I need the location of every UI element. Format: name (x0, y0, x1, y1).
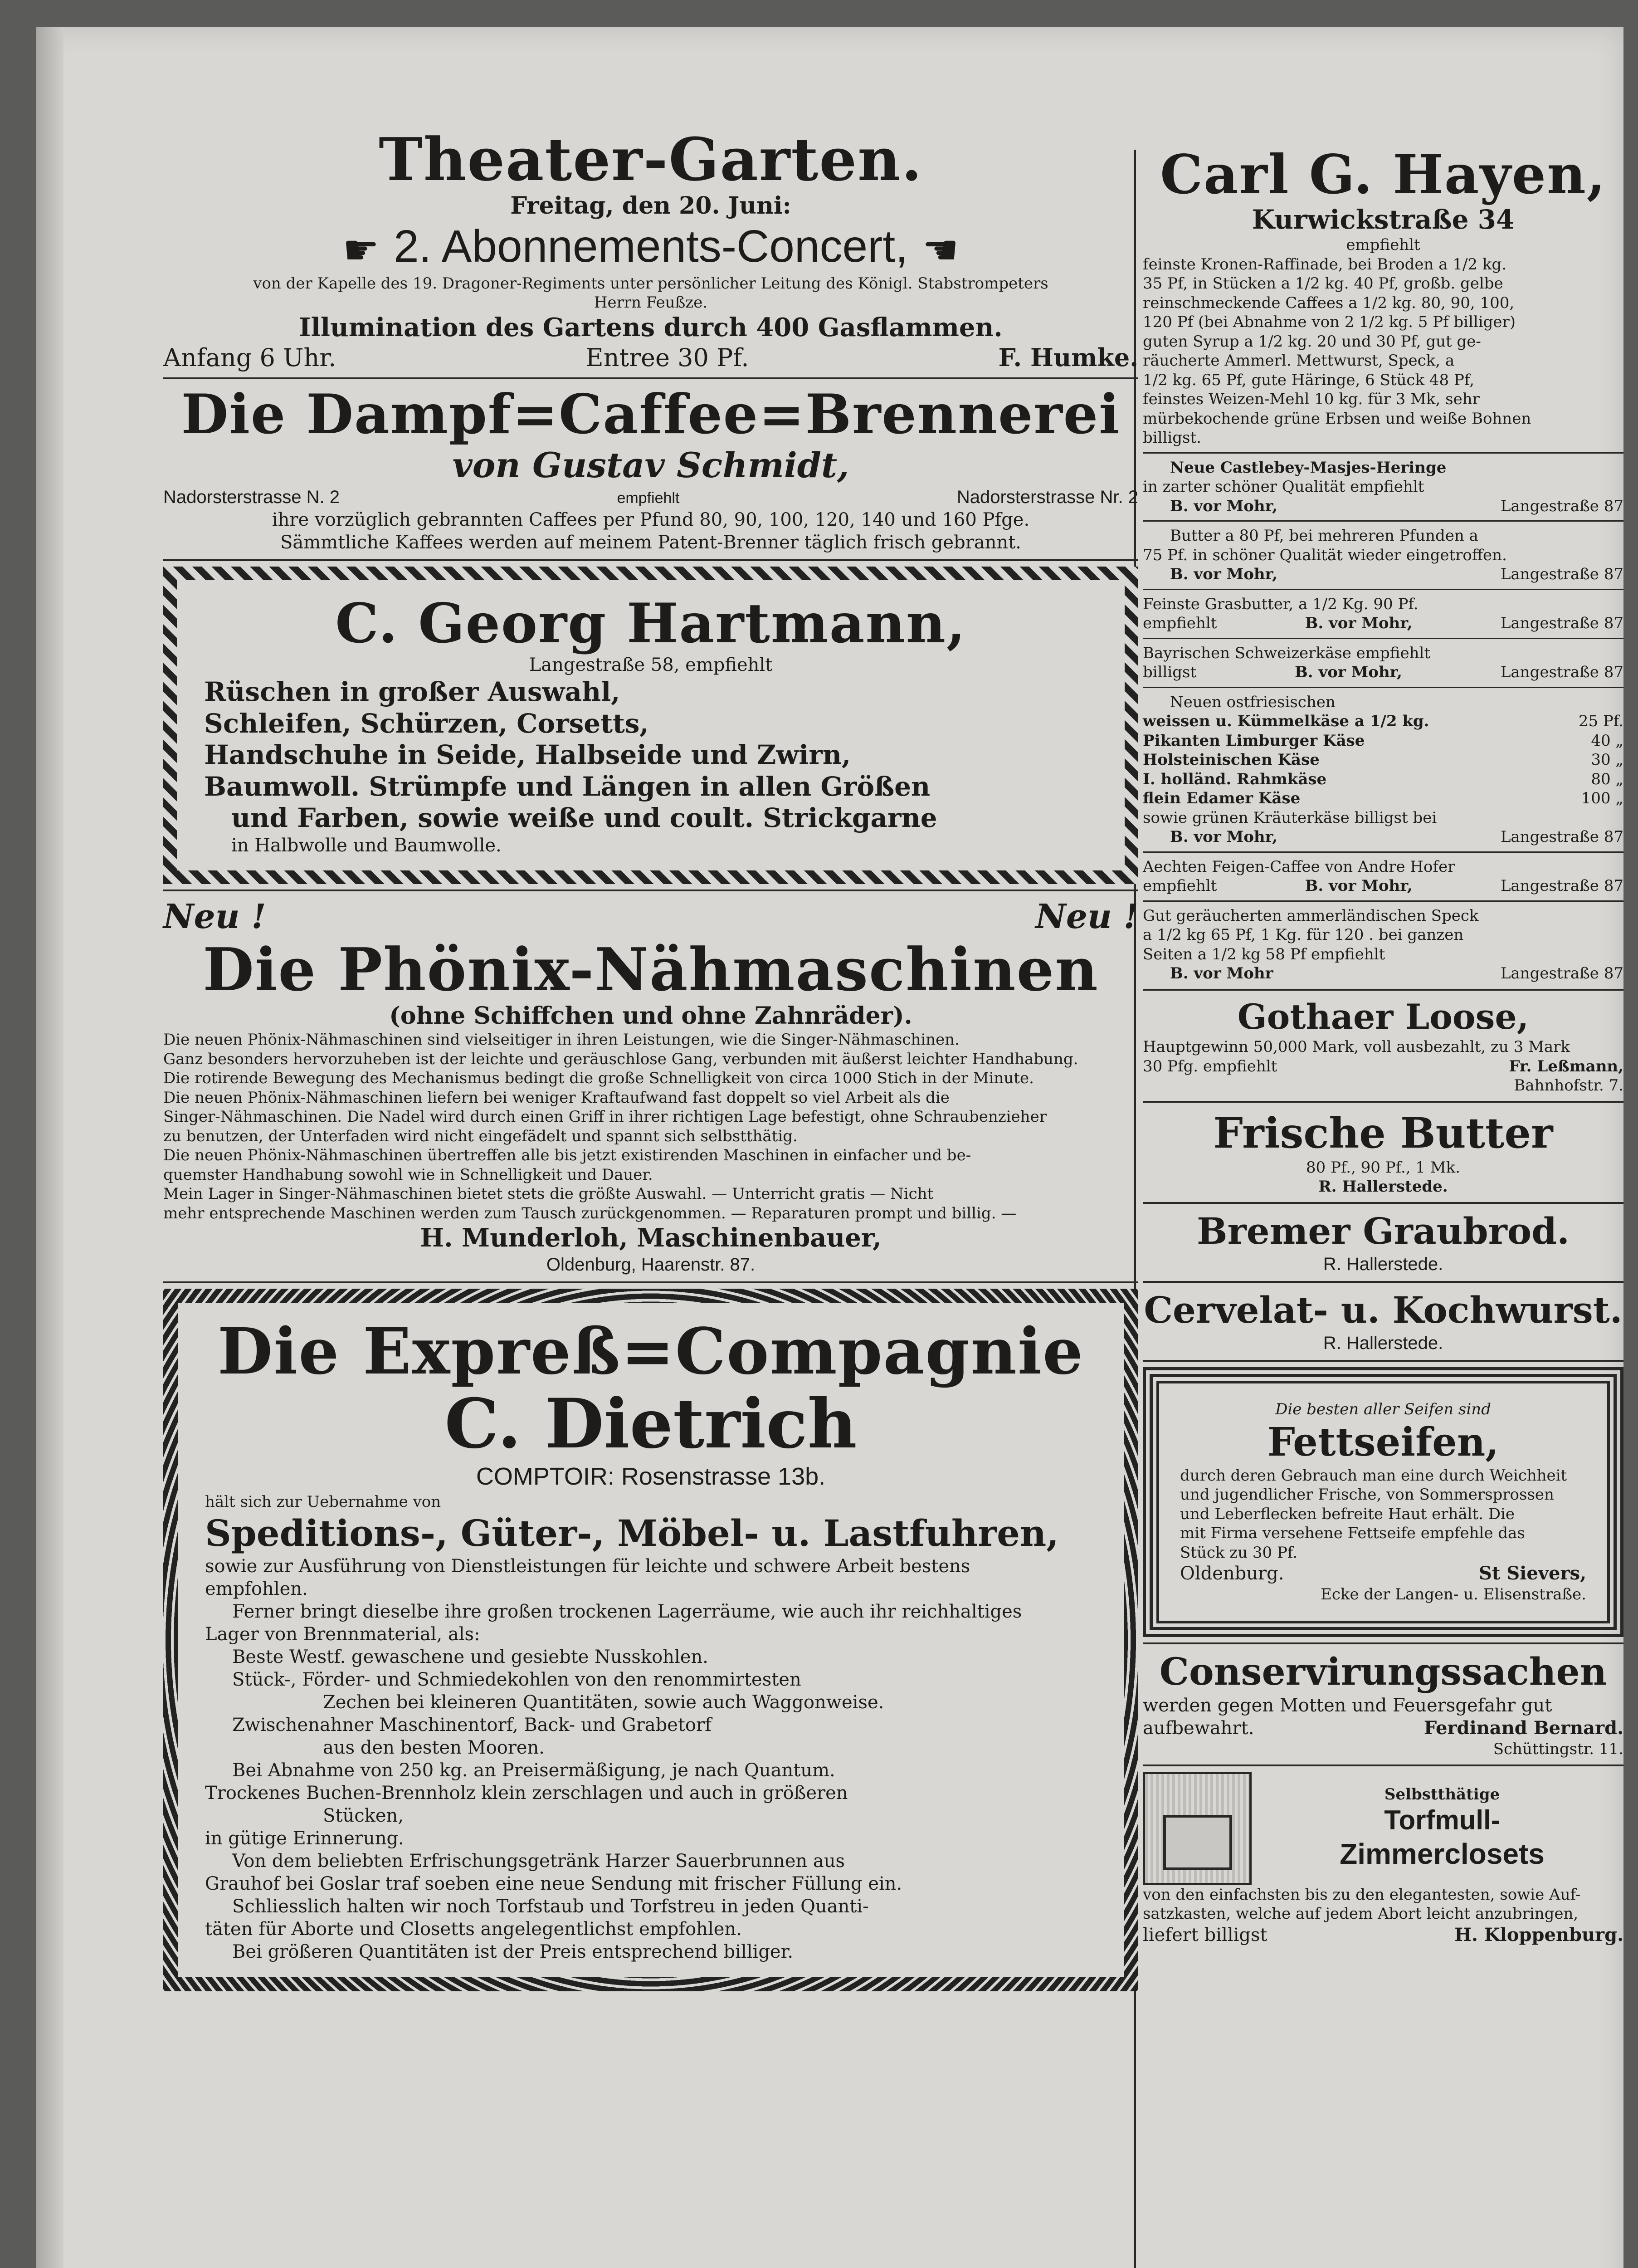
street: Langestraße 87 (1500, 877, 1623, 895)
street: Langestraße 87 (1500, 614, 1623, 633)
body-line: und jugendlicher Frische, von Sommersprossen (1180, 1486, 1554, 1504)
body-line: Neuen ostfriesischen (1170, 693, 1336, 711)
body-line: Seiten a 1/2 kg 58 Pf empfiehlt (1143, 945, 1385, 963)
body-line: Ganz besonders hervorzuheben ist der leichte und geräuschlose Gang, verbunden mit äußerst leichter Handhabung. (163, 1050, 1078, 1068)
signer: B. vor Mohr, (1170, 828, 1277, 846)
body-line: Feinste Grasbutter, a 1/2 Kg. 90 Pf. (1143, 595, 1419, 613)
signer: B. vor Mohr, (1305, 614, 1413, 633)
concert-leader: Herrn Feußze. (594, 293, 708, 312)
left-column (163, 127, 1138, 1991)
item-line: Baumwoll. Strümpfe und Längen in allen Größen (204, 771, 931, 802)
body-line: in zarter schöner Qualität empfiehlt (1143, 478, 1424, 496)
mohr-schweizerkaese-ad (1143, 644, 1623, 682)
price-row: I. holländ. Rahmkäse 80 „ (1143, 770, 1623, 788)
price-row: Pikanten Limburger Käse 40 „ (1143, 731, 1623, 750)
signer: F. Humke. (998, 342, 1138, 372)
signer: Ferdinand Bernard. (1424, 1717, 1623, 1739)
pre-title: Die besten aller Seifen sind (1275, 1400, 1491, 1418)
price-row: flein Edamer Käse 100 „ (1143, 789, 1623, 808)
body-line: Grauhof bei Goslar traf soeben eine neue Sendung mit frischer Füllung ein. (205, 1873, 902, 1895)
item-line: und Farben, sowie weiße und coult. Strickgarne (231, 802, 937, 834)
ad-title: Theater-Garten. (379, 125, 923, 194)
phoenix-ad (163, 897, 1138, 1276)
express-compagnie-ad (163, 1289, 1138, 1991)
ad-title: Cervelat- u. Kochwurst. (1144, 1288, 1623, 1331)
roasting-note: Sämmtliche Kaffees werden auf meinem Patent-Brenner täglich frisch gebrannt. (280, 532, 1021, 553)
page-binding (36, 27, 63, 2268)
concert-performer: von der Kapelle des 19. Dragoner-Regiments unter persönlicher Leitung des Königl. Stabstrompeters (253, 274, 1048, 293)
ad-title-line2: Zimmerclosets (1340, 1838, 1545, 1871)
body-line: von den einfachsten bis zu den elegantesten, sowie Auf- (1143, 1885, 1581, 1904)
body-line: feinste Kronen-Raffinade, bei Broden a 1/2 kg. (1143, 255, 1507, 274)
services-title: Speditions-, Güter-, Möbel- u. Lastfuhren, (205, 1512, 1059, 1555)
frische-butter-ad (1143, 1108, 1623, 1197)
body-line: 30 Pfg. empfiehlt (1143, 1057, 1277, 1075)
body-line: sowie zur Ausführung von Dienstleistungen für leichte und schwere Arbeit bestens (205, 1556, 970, 1577)
body-line: Stücken, (323, 1805, 404, 1827)
body-line: werden gegen Motten und Feuersgefahr gut (1143, 1695, 1552, 1716)
street: Langestraße 87 (1500, 964, 1623, 983)
ad-title: Carl G. Hayen, (1160, 143, 1606, 206)
body-line: Schliesslich halten wir noch Torfstaub und Torfstreu in jeden Quanti- (232, 1896, 869, 1917)
body-line: mürbekochende grüne Erbsen und weiße Bohnen (1143, 409, 1531, 428)
body-line: sowie grünen Kräuterkäse billigst bei (1143, 808, 1437, 827)
theater-garten-ad (163, 127, 1138, 372)
ad-title: C. Georg Hartmann, (335, 591, 966, 655)
ad-title: Die Expreß=Compagnie (217, 1315, 1084, 1389)
fettseifen-ad (1143, 1367, 1623, 1637)
body-line: täten für Aborte und Closetts angelegentlichst empfohlen. (205, 1919, 742, 1940)
torfmull-closets-ad (1143, 1772, 1623, 1946)
body-line: 75 Pf. in schöner Qualität wieder eingetroffen. (1143, 546, 1507, 564)
prices: 80 Pf., 90 Pf., 1 Mk. (1306, 1158, 1461, 1177)
body-line: zu benutzen, der Unterfaden wird nicht eingefädelt und spannt sich selbstthätig. (163, 1127, 798, 1145)
body-line: Bei größeren Quantitäten ist der Preis entsprechend billiger. (232, 1941, 794, 1963)
ad-title: Conservirungssachen (1159, 1650, 1607, 1694)
ad-title: Bremer Graubrod. (1197, 1209, 1570, 1252)
ad-title-line1: Torfmull- (1384, 1805, 1500, 1836)
body-line: hält sich zur Uebernahme von (205, 1492, 441, 1511)
signer: Fr. Leßmann, (1509, 1057, 1623, 1075)
body-line: Stück-, Förder- und Schmiedekohlen von den renommirtesten (232, 1669, 801, 1691)
ad-title: Frische Butter (1213, 1108, 1553, 1158)
body-line: Zechen bei kleineren Quantitäten, sowie auch Waggonweise. (323, 1692, 884, 1713)
hayen-ad (1143, 145, 1623, 448)
body-line: Stück zu 30 Pf. (1180, 1543, 1298, 1562)
ad-title: Fettseifen, (1267, 1419, 1499, 1466)
gothaer-loose-ad (1143, 996, 1623, 1095)
city: Oldenburg. (1180, 1563, 1284, 1584)
coffee-prices: ihre vorzüglich gebrannten Caffees per Pfund 80, 90, 100, 120, 140 und 160 Pfge. (272, 509, 1030, 530)
concert-title: 2. Abonnements-Concert, (394, 221, 908, 272)
body-line: Gut geräucherten ammerländischen Speck (1143, 906, 1479, 925)
signer-address: Oldenburg, Haarenstr. 87. (546, 1255, 756, 1275)
mohr-speck-ad (1143, 906, 1623, 983)
company-name: C. Dietrich (444, 1384, 857, 1464)
right-column (1143, 145, 1623, 1946)
body-line: guten Syrup a 1/2 kg. 20 und 30 Pf, gut ge- (1143, 332, 1481, 351)
body-line: durch deren Gebrauch man eine durch Weichheit (1180, 1466, 1567, 1485)
new-badge-left: Neu ! (163, 897, 266, 936)
dampf-caffee-ad (163, 382, 1138, 554)
body-line: Bei Abnahme von 250 kg. an Preisermäßigung, je nach Quantum. (232, 1760, 835, 1781)
comptoir-label: COMPTOIR: (476, 1463, 614, 1491)
signer: H. Munderloh, Maschinenbauer, (420, 1223, 882, 1253)
body-line: Bayrischen Schweizerkäse empfiehlt (1143, 644, 1431, 662)
body-line: 35 Pf, in Stücken a 1/2 kg. 40 Pf, großb. gelbe (1143, 274, 1503, 293)
illumination-line: Illumination des Gartens durch 400 Gasflammen. (299, 312, 1003, 342)
body-line: liefert billigst (1143, 1924, 1268, 1945)
body-line: Die neuen Phönix-Nähmaschinen übertreffen alle bis jetzt existirenden Maschinen in einfacher und be- (163, 1146, 971, 1165)
recommend-text: empfiehlt (617, 489, 680, 507)
body-line: empfohlen. (205, 1579, 308, 1600)
body-line: mit Firma versehene Fettseife empfehle das (1180, 1524, 1525, 1543)
body-line: Die neuen Phönix-Nähmaschinen sind vielseitiger in ihren Leistungen, wie die Singer-Nähmaschinen. (163, 1031, 960, 1049)
body-line: aus den besten Mooren. (323, 1737, 545, 1759)
body-line: feinstes Weizen-Mehl 10 kg. für 3 Mk, sehr (1143, 390, 1480, 409)
body-line: 1/2 kg. 65 Pf, gute Häringe, 6 Stück 48 Pf, (1143, 371, 1475, 389)
ad-title: Die Dampf=Caffee=Brennerei (181, 382, 1121, 446)
mohr-feigen-caffee-ad (1143, 857, 1623, 896)
address-left: Nadorsterstrasse N. 2 (163, 487, 340, 507)
body-line: aufbewahrt. (1143, 1718, 1254, 1739)
mohr-kaese-list-ad (1143, 693, 1623, 847)
pointing-hand-left-icon: ☚ (922, 226, 959, 274)
newspaper-page (36, 27, 1623, 2268)
body-line: Neue Castlebey-Masjes-Heringe (1170, 458, 1447, 477)
recommend-text: empfiehlt (1346, 236, 1420, 254)
owner: von Gustav Schmidt, (452, 445, 849, 485)
item-line: Schleifen, Schürzen, Corsetts, (204, 708, 649, 739)
address: Schüttingstr. 11. (1493, 1740, 1623, 1759)
closet-illustration (1143, 1772, 1252, 1885)
cervelat-ad (1143, 1288, 1623, 1354)
body-line: und Leberflecken befreite Haut erhält. Die (1180, 1505, 1515, 1523)
body-line: Butter a 80 Pf, bei mehreren Pfunden a (1170, 527, 1478, 545)
body-line: billigst (1143, 663, 1197, 682)
body-line: Trockenes Buchen-Brennholz klein zerschlagen und auch in größeren (205, 1783, 848, 1804)
item-line: in Halbwolle und Baumwolle. (231, 835, 502, 856)
item-line: Handschuhe in Seide, Halbseide und Zwirn, (204, 739, 851, 771)
pre-title: Selbstthätige (1384, 1785, 1500, 1804)
graubrod-ad (1143, 1209, 1623, 1276)
street: Langestraße 87 (1500, 497, 1623, 515)
new-badge-right: Neu ! (1035, 897, 1138, 936)
body-line: reinschmeckende Caffees a 1/2 kg. 80, 90, 100, (1143, 293, 1515, 312)
address: Langestraße 58, empfiehlt (529, 654, 773, 675)
price-row: weissen u. Kümmelkäse a 1/2 kg. 25 Pf. (1143, 712, 1623, 731)
entry-price: Entree 30 Pf. (585, 343, 749, 372)
ad-subtitle: (ohne Schiffchen und ohne Zahnräder). (389, 1002, 912, 1030)
body-line: Von dem beliebten Erfrischungsgetränk Harzer Sauerbrunnen aus (232, 1851, 845, 1872)
body-line: Hauptgewinn 50,000 Mark, voll ausbezahlt, zu 3 Mark (1143, 1038, 1570, 1056)
signer: B. vor Mohr, (1170, 565, 1277, 584)
body-line: Die neuen Phönix-Nähmaschinen liefern bei weniger Kraftaufwand fast doppelt so viel Arbeit als die (163, 1088, 950, 1107)
price-row: Holsteinischen Käse 30 „ (1143, 751, 1623, 769)
body-line: Zwischenahner Maschinentorf, Back- und Grabetorf (232, 1715, 712, 1736)
signer: B. vor Mohr, (1305, 877, 1413, 895)
body-line: in gütige Erinnerung. (205, 1828, 404, 1849)
conservirung-ad (1143, 1650, 1623, 1759)
address-right: Nadorsterstrasse Nr. 2 (956, 487, 1138, 507)
body-line: quemster Handhabung sowohl wie in Schnelligkeit und Dauer. (163, 1165, 653, 1184)
body-line: Aechten Feigen-Caffee von Andre Hofer (1143, 857, 1455, 876)
comptoir-address: Rosenstrasse 13b. (621, 1463, 826, 1491)
signer: R. Hallerstede. (1323, 1254, 1443, 1274)
body-line: mehr entsprechende Maschinen werden zum Tausch zurückgenommen. — Reparaturen prompt und billig. — (163, 1204, 1017, 1222)
signer: B. vor Mohr, (1170, 497, 1277, 515)
body-line: Lager von Brennmaterial, als: (205, 1624, 480, 1645)
item-line: Rüschen in großer Auswahl, (204, 676, 620, 707)
body-line: Beste Westf. gewaschene und gesiebte Nusskohlen. (232, 1647, 708, 1668)
body-line: satzkasten, welche auf jedem Abort leicht anzubringen, (1143, 1905, 1579, 1923)
signer: R. Hallerstede. (1318, 1178, 1448, 1196)
body-line: Mein Lager in Singer-Nähmaschinen bietet stets die größte Auswahl. — Unterricht gratis — Nicht (163, 1185, 934, 1203)
body-line: Singer-Nähmaschinen. Die Nadel wird durch einen Griff in ihrer richtigen Lage befestigt, ohne Schraubenzieher (163, 1108, 1047, 1126)
signer: B. vor Mohr, (1295, 663, 1402, 682)
address: Bahnhofstr. 7. (1514, 1076, 1623, 1095)
start-time: Anfang 6 Uhr. (163, 343, 336, 372)
street: Langestraße 87 (1500, 663, 1623, 682)
signer: B. vor Mohr (1170, 964, 1273, 983)
body-line: billigst. (1143, 429, 1201, 447)
mohr-grasbutter-ad (1143, 595, 1623, 633)
street: Langestraße 87 (1500, 828, 1623, 846)
address: Kurwickstraße 34 (1252, 204, 1515, 235)
body-line: Ferner bringt dieselbe ihre großen trockenen Lagerräume, wie auch ihr reichhaltiges (232, 1601, 1022, 1623)
pointing-hand-right-icon: ☛ (342, 226, 380, 274)
hartmann-ad (163, 567, 1138, 884)
signer: R. Hallerstede. (1323, 1333, 1443, 1353)
body-line: a 1/2 kg 65 Pf, 1 Kg. für 120 . bei ganzen (1143, 926, 1464, 944)
signer: H. Kloppenburg. (1454, 1924, 1623, 1945)
body-line: räucherte Ammerl. Mettwurst, Speck, a (1143, 352, 1455, 370)
body-line: empfiehlt (1143, 614, 1217, 633)
address: Ecke der Langen- u. Elisenstraße. (1321, 1585, 1586, 1604)
ad-date: Freitag, den 20. Juni: (510, 192, 791, 220)
body-line: empfiehlt (1143, 877, 1217, 895)
mohr-butter-ad (1143, 526, 1623, 584)
body-line: 120 Pf (bei Abnahme von 2 1/2 kg. 5 Pf billiger) (1143, 313, 1516, 332)
ad-title: Gothaer Loose, (1237, 996, 1529, 1037)
body-line: Die rotirende Bewegung des Mechanismus bedingt die große Schnelligkeit von circa 1000 Stich in der Minute. (163, 1069, 1034, 1088)
ad-title: Die Phönix-Nähmaschinen (203, 934, 1099, 1004)
street: Langestraße 87 (1500, 565, 1623, 584)
mohr-herring-ad (1143, 458, 1623, 516)
signer: St Sievers, (1478, 1563, 1586, 1584)
